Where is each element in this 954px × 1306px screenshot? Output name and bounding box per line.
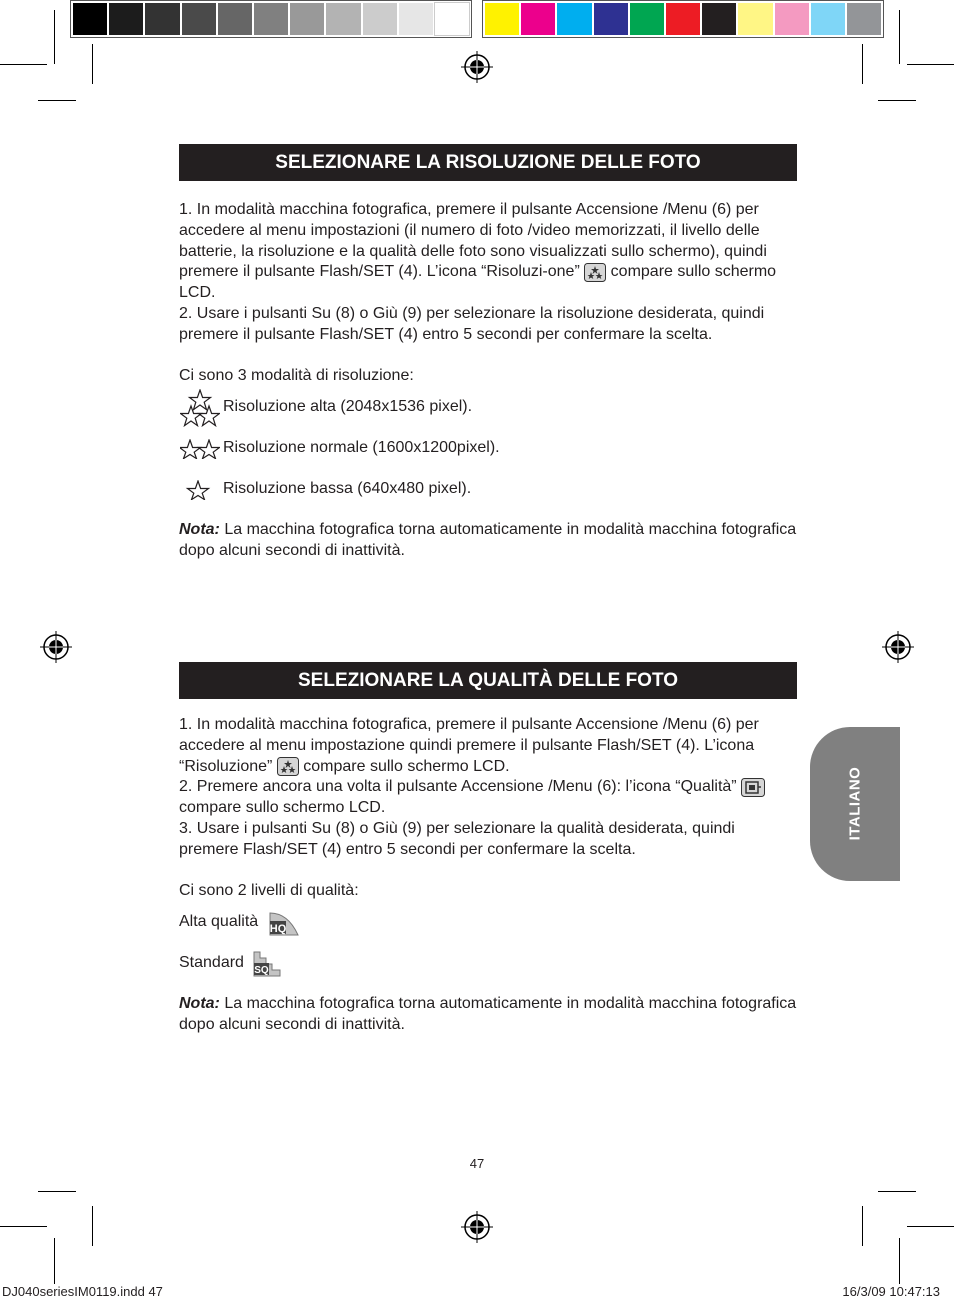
color-swatch: [521, 3, 555, 35]
color-swatch: [702, 3, 736, 35]
color-swatch: [630, 3, 664, 35]
crop-mark: [54, 10, 55, 64]
one-star-icon: [180, 480, 220, 500]
gray-swatch: [254, 3, 288, 35]
quality-step-2: [179, 777, 797, 819]
resolution-note: [179, 520, 797, 562]
resolution-mode-normal: [179, 428, 797, 469]
standard-quality-icon: [252, 950, 282, 978]
two-stars-icon: [180, 439, 220, 459]
crop-mark: [54, 1238, 55, 1284]
high-quality-icon: [268, 909, 300, 937]
resolution-mode-normal-label: Risoluzione normale (1600x1200pixel).: [223, 439, 500, 457]
page-number: 47: [469, 1156, 485, 1171]
crop-mark: [92, 44, 93, 84]
crop-mark: [38, 1191, 76, 1192]
language-side-tab-label: [838, 754, 872, 852]
quality-note-text: La macchina fotografica torna automaticamente in modalità macchina fotografica dopo alcuni secondi di inattività.: [179, 995, 797, 1033]
gray-swatch: [363, 3, 397, 35]
resolution-intro: Ci sono 3 modalità di risoluzione:: [179, 367, 414, 385]
quality-note-label: Nota:: [179, 995, 220, 1013]
crop-mark: [92, 1206, 93, 1246]
resolution-step-1-text-end: compare sullo schermo LCD.: [179, 263, 777, 302]
resolution-note-label: Nota:: [179, 521, 220, 539]
resolution-mode-low-label: Risoluzione bassa (640x480 pixel).: [223, 480, 472, 498]
color-swatch: [594, 3, 628, 35]
resolution-mode-low: [179, 469, 797, 510]
color-swatch: [485, 3, 519, 35]
quality-level-high-label: Alta qualità: [179, 913, 259, 931]
gray-swatch: [435, 3, 469, 35]
registration-mark-icon: [882, 631, 914, 663]
crop-mark: [862, 1206, 863, 1246]
quality-section: [179, 662, 797, 1036]
quality-section-title: SELEZIONARE LA QUALITÀ DELLE FOTO: [179, 662, 797, 699]
color-swatch: [557, 3, 591, 35]
crop-mark: [862, 44, 863, 84]
footer-timestamp: 16/3/09 10:47:13: [842, 1284, 940, 1299]
color-swatch: [811, 3, 845, 35]
registration-mark-icon: [40, 631, 72, 663]
quality-level-high: [179, 902, 797, 943]
svg-text:HQ: HQ: [269, 922, 287, 935]
resolution-step-2: 2. Usare i pulsanti Su (8) o Giù (9) per selezionare la risoluzione desiderata, quindi premere il pulsante Flash/SET (4) entro 5 secondi per confermare la scelta.: [179, 304, 765, 343]
crop-mark: [878, 100, 916, 101]
crop-mark: [878, 1191, 916, 1192]
gray-swatch: [399, 3, 433, 35]
resolution-icon: [277, 757, 299, 776]
process-color-bar: [482, 0, 884, 38]
resolution-section-title: SELEZIONARE LA RISOLUZIONE DELLE FOTO: [179, 144, 797, 181]
gray-swatch: [109, 3, 143, 35]
quality-step-1: [179, 715, 797, 777]
gray-swatch: [145, 3, 179, 35]
footer-file-name: DJ040seriesIM0119.indd 47: [2, 1284, 163, 1299]
color-swatch: [775, 3, 809, 35]
crop-mark: [0, 64, 47, 65]
resolution-mode-high-label: Risoluzione alta (2048x1536 pixel).: [223, 398, 473, 416]
quality-step-1-text: 1. In modalità macchina fotografica, premere il pulsante Accensione /Menu (6) per accedere al menu impostazione quindi premere il pulsante Flash/SET (4). L’icona “Risoluzione”: [179, 716, 759, 775]
gray-swatch: [218, 3, 252, 35]
quality-step-1-text-end: compare sullo schermo LCD.: [298, 757, 510, 775]
grayscale-color-bar: [70, 0, 472, 38]
resolution-step-1: [179, 200, 797, 304]
crop-mark: [38, 100, 76, 101]
quality-note: [179, 994, 797, 1036]
svg-text:SQ: SQ: [254, 964, 269, 976]
crop-mark: [899, 1238, 900, 1284]
crop-mark: [907, 1226, 954, 1227]
crop-mark: [0, 1226, 47, 1227]
registration-mark-icon: [461, 1211, 493, 1243]
resolution-step-1-text: 1. In modalità macchina fotografica, premere il pulsante Accensione /Menu (6) per accedere al menu impostazioni (il numero di foto /video memorizzati, il livello delle batterie, la risoluzione e la qualità delle foto sono visualizzati sullo schermo), quindi premere il pulsante Flash/SET (4). L’icona “Risoluzi-one”: [179, 201, 767, 281]
resolution-section: [179, 144, 797, 562]
color-swatch: [738, 3, 772, 35]
resolution-note-text: La macchina fotografica torna automaticamente in modalità macchina fotografica dopo alcuni secondi di inattività.: [179, 521, 797, 559]
quality-step-3: 3. Usare i pulsanti Su (8) o Giù (9) per selezionare la qualità desiderata, quindi premere Flash/SET (4) entro 5 secondi per confermare la scelta.: [179, 819, 735, 858]
resolution-mode-high: [179, 387, 797, 428]
quality-step-2-text-end: compare sullo schermo LCD.: [179, 799, 386, 817]
quality-level-standard: [179, 943, 797, 984]
color-swatch: [666, 3, 700, 35]
crop-mark: [907, 64, 954, 65]
crop-mark: [899, 10, 900, 64]
color-swatch: [847, 3, 881, 35]
gray-swatch: [326, 3, 360, 35]
language-side-tab-text: ITALIANO: [846, 766, 864, 840]
quality-icon: [741, 778, 765, 797]
quality-step-2-text: 2. Premere ancora una volta il pulsante Accensione /Menu (6): l’icona “Qualità”: [179, 778, 737, 796]
resolution-icon: [584, 263, 606, 282]
three-stars-icon: [180, 389, 220, 427]
gray-swatch: [73, 3, 107, 35]
gray-swatch: [182, 3, 216, 35]
gray-swatch: [290, 3, 324, 35]
quality-level-standard-label: Standard: [179, 954, 244, 972]
registration-mark-icon: [461, 51, 493, 83]
quality-intro: Ci sono 2 livelli di qualità:: [179, 882, 359, 900]
